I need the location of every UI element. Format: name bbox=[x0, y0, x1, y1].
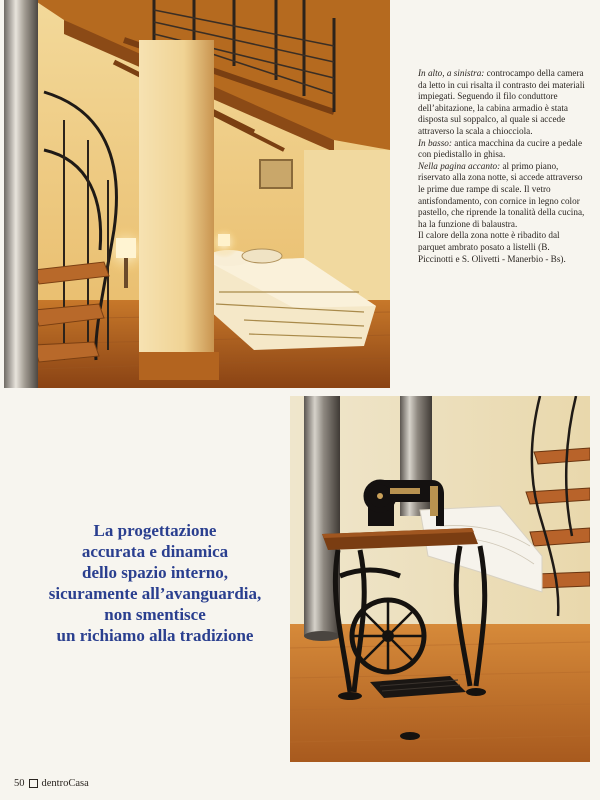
caption-lead-facing-page: Nella pagina accanto: bbox=[418, 160, 501, 171]
caption-lead-top-left: In alto, a sinistra: bbox=[418, 68, 485, 78]
sewing-machine-photo bbox=[290, 396, 590, 762]
pull-quote bbox=[30, 520, 280, 646]
magazine-name: dentroCasa bbox=[41, 778, 89, 789]
pull-quote-line: accurata e dinamica bbox=[81, 542, 229, 561]
photo-caption bbox=[418, 68, 586, 265]
pull-quote-line: La progettazione bbox=[93, 521, 217, 540]
caption-text-top-left: controcampo della camera da letto in cui risalta il contrasto dei materiali impiegati. Seguendo il filo conduttore dell’abitazione, la cabina armadio è stata disposta sul soppalco, al quale si accede attraverso la scala a chiocciola. bbox=[418, 68, 585, 136]
pull-quote-line: non smentisce bbox=[104, 605, 206, 624]
pull-quote-line: dello spazio interno, bbox=[82, 563, 228, 582]
pull-quote-line: un richiamo alla tradizione bbox=[56, 626, 254, 645]
page-footer bbox=[14, 778, 89, 789]
caption-text-bottom: antica macchina da cucire a pedale con piedistallo in ghisa. bbox=[418, 137, 583, 160]
page-number: 50 bbox=[14, 778, 25, 789]
caption-text-night-zone: Il calore della zona notte è ribadito dal parquet ambrato posato a listelli (B. Piccinotti e S. Olivetti - Manerbio - Bs). bbox=[418, 230, 566, 264]
square-bullet-icon bbox=[29, 779, 38, 788]
caption-lead-bottom: In basso: bbox=[418, 137, 452, 148]
caption-text-facing-page: al primo piano, riservato alla zona notte, si accede attraverso le prime due rampe di scale. Il vetro antisfondamento, con cornice in legno color pastello, che riprende la tonalità della cucina, ha la funzione di balaustra. bbox=[418, 160, 585, 229]
bedroom-loft-photo bbox=[4, 0, 390, 388]
pull-quote-line: sicuramente all’avanguardia, bbox=[48, 584, 262, 603]
